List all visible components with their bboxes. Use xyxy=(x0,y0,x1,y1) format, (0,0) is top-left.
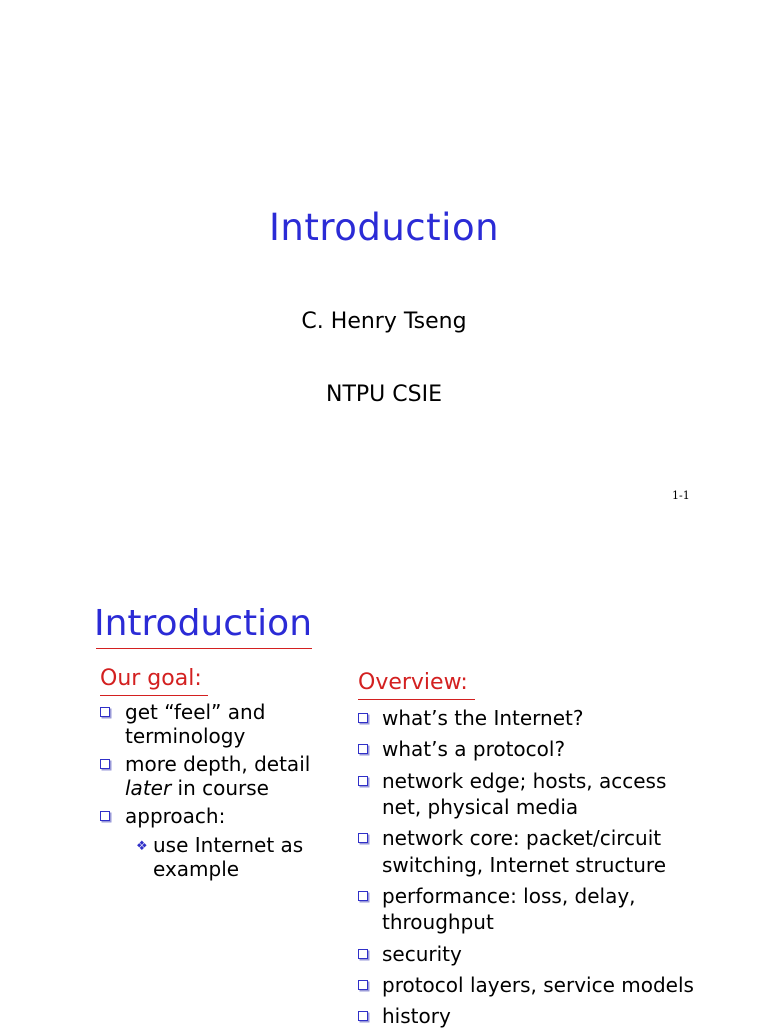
square-bullet-icon xyxy=(100,759,110,769)
slide1-author: C. Henry Tseng xyxy=(301,309,467,334)
goal-item-emphasis: later xyxy=(125,776,172,800)
overview-item-line1: what’s a protocol? xyxy=(382,737,566,761)
overview-item-line1: protocol layers, service models xyxy=(382,973,694,997)
square-bullet-icon xyxy=(358,1011,368,1021)
slide2-title: Introduction xyxy=(94,603,313,644)
overview-heading-underline xyxy=(358,699,475,700)
square-bullet-icon xyxy=(358,833,368,843)
square-bullet-icon xyxy=(100,707,110,717)
goal-item-line2: terminology xyxy=(125,724,246,748)
goal-item-line1: approach: xyxy=(125,804,226,828)
overview-item-line2: throughput xyxy=(382,910,494,934)
slide1-page-number: 1-1 xyxy=(672,489,690,502)
overview-item-line1: history xyxy=(382,1004,451,1028)
square-bullet-icon xyxy=(358,891,368,901)
overview-item-line1: network edge; hosts, access xyxy=(382,769,667,793)
overview-item-line2: net, physical media xyxy=(382,795,579,819)
overview-item-line2: switching, Internet structure xyxy=(382,853,667,877)
goal-item-line2-rest: in course xyxy=(171,776,269,800)
square-bullet-icon xyxy=(358,776,368,786)
goal-subitem-line1: use Internet as xyxy=(153,833,304,857)
square-bullet-icon xyxy=(358,744,368,754)
overview-item-line1: performance: loss, delay, xyxy=(382,884,636,908)
overview-heading: Overview: xyxy=(358,670,468,695)
goal-item-line1: get “feel” and xyxy=(125,700,266,724)
diamond-bullet-icon: ❖ xyxy=(136,839,148,854)
goal-heading: Our goal: xyxy=(100,666,202,691)
square-bullet-icon xyxy=(100,811,110,821)
square-bullet-icon xyxy=(358,949,368,959)
overview-item-line1: network core: packet/circuit xyxy=(382,826,662,850)
square-bullet-icon xyxy=(358,980,368,990)
overview-item-line1: what’s the Internet? xyxy=(382,706,584,730)
overview-item-line1: security xyxy=(382,942,462,966)
slide1-title: Introduction xyxy=(268,206,500,249)
square-bullet-icon xyxy=(358,713,368,723)
goal-heading-underline xyxy=(100,695,208,696)
goal-subitem-line2: example xyxy=(153,857,240,881)
goal-item-line2 xyxy=(125,776,269,800)
slide1-affiliation: NTPU CSIE xyxy=(326,382,442,407)
slide2-title-underline xyxy=(96,648,312,649)
goal-item-line1: more depth, detail xyxy=(125,752,311,776)
